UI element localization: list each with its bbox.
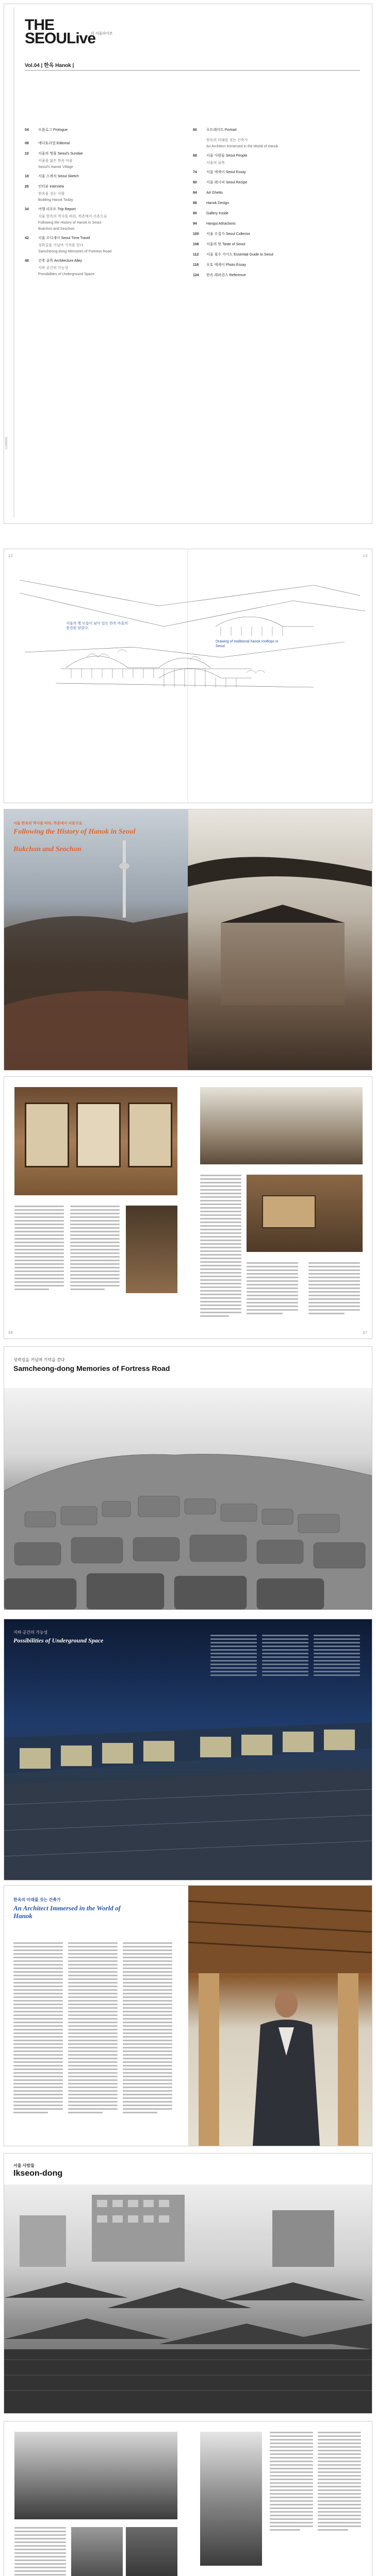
folio-left: 36 — [8, 1331, 13, 1335]
toc-entry[interactable] — [193, 144, 363, 149]
interior-spread — [4, 1077, 372, 1338]
portrait-spread — [4, 1886, 372, 2146]
toc-entry[interactable] — [193, 161, 363, 165]
photo-roof-eaves — [200, 1087, 363, 1164]
photo-stone-wall — [4, 1388, 372, 1609]
toc-entry[interactable] — [25, 151, 179, 156]
logo-sub: 더 서울라이브 — [91, 32, 113, 36]
toc-entry[interactable] — [193, 180, 363, 185]
toc-title: An Architect Immersed in the World of Hanok — [206, 145, 279, 148]
toc-title: 프롤로그 Prologue — [38, 128, 68, 132]
title: Ikseon-dong — [13, 2169, 63, 2178]
toc-title: Art Ghetto — [206, 191, 223, 195]
folio-right: 37 — [363, 1331, 368, 1335]
toc-entry[interactable] — [193, 232, 363, 236]
toc-entry[interactable] — [193, 252, 363, 257]
toc-entry[interactable] — [193, 211, 363, 216]
toc-entry[interactable] — [25, 272, 179, 277]
folio-right: 13 — [363, 554, 368, 558]
toc-entry[interactable] — [25, 207, 179, 212]
body-text-col-2 — [262, 1635, 308, 1678]
toc-entry[interactable] — [193, 273, 363, 278]
contents-page — [4, 4, 372, 523]
headline: Following the History of Hanok in Seoul — [13, 828, 136, 836]
toc-page-number: 42 — [25, 236, 29, 240]
toc-title: 포트레이트 Portrait — [206, 128, 237, 132]
issue-label: Vol.04 | 한옥 Hanok | — [25, 63, 74, 69]
body-text-left-1 — [14, 2527, 66, 2576]
toc-entry[interactable] — [193, 263, 363, 267]
toc-entry[interactable] — [193, 138, 363, 143]
photo-alley-door — [71, 2527, 123, 2576]
toc-page-number: 106 — [193, 243, 199, 246]
toc-title: 인터뷰 Interview — [38, 185, 64, 189]
toc-title: 서울 레시피 Seoul Recipe — [206, 181, 248, 184]
toc-title: 서울 사람들 Seoul People — [206, 154, 248, 158]
toc-title: Samcheong-dong Memories of Fortress Road — [38, 250, 112, 253]
toc-page-number: 48 — [25, 259, 29, 263]
toc-entry[interactable] — [25, 128, 179, 132]
section-label: 한옥의 미래를 짓는 건축가 — [13, 1897, 61, 1902]
toc-entry[interactable] — [25, 266, 179, 270]
section-label: 서울 사람들 — [13, 2163, 35, 2168]
alley-spread — [4, 2421, 372, 2576]
rooftop-grayscale — [4, 2184, 372, 2413]
toc-title: 한옥의 미래를 짓는 건축가 — [206, 139, 248, 142]
headline: Possibilities of Underground Space — [13, 1637, 104, 1644]
toc-page-number: 90 — [193, 212, 197, 215]
section-label: 지하 공간의 가능성 — [13, 1630, 48, 1635]
photo-interior-room — [14, 1087, 177, 1195]
toc-title: 서울 에세이 Seoul Essay — [206, 171, 246, 174]
toc-entry[interactable] — [193, 242, 363, 247]
body-text-col-1 — [210, 1635, 257, 1678]
logo-bottom: SEOULive — [25, 30, 96, 47]
toc-title: 서울 필수 가이드 Essential Guide to Seoul — [206, 253, 273, 257]
body-text-right-1 — [200, 1175, 241, 1319]
toc-title: 성곽길을 거닐며 기억을 걷다 — [38, 244, 83, 247]
toc-title: 서울의 골목 — [206, 161, 225, 165]
toc-entry[interactable] — [25, 221, 179, 225]
toc-entry[interactable] — [25, 243, 179, 248]
sketch-caption-left: 서울의 옛 모습이 남아 있는 한옥 마을의 풍경을 담았다. — [66, 622, 128, 630]
toc-entry[interactable] — [193, 201, 363, 206]
toc-entry[interactable] — [193, 170, 363, 175]
toc-title: Possibilities of Underground Space — [38, 273, 94, 276]
toc-title: 서울 한옥의 역사를 따라, 북촌에서 서촌으로 — [38, 215, 107, 218]
toc-page-number: 124 — [193, 274, 199, 277]
toc-title: 포토 에세이 Photo Essay — [206, 263, 246, 267]
history-spread — [4, 809, 372, 1070]
rooftop-line-drawing — [4, 549, 372, 803]
toc-entry[interactable] — [193, 222, 363, 226]
fortress-spread — [4, 1347, 372, 1609]
toc-page-number: 94 — [193, 222, 197, 226]
body-text-right-2 — [247, 1262, 298, 1316]
toc-title: 서울 수집가 Seoul Collector — [206, 232, 251, 236]
toc-title: 서울의 명물 Seoul's Sundae — [38, 152, 83, 156]
toc-title: 한옥 레퍼런스 Reference — [206, 274, 246, 277]
body-text-right-1 — [270, 2432, 313, 2533]
toc-page-number: 26 — [25, 185, 29, 189]
toc-entry[interactable] — [25, 165, 179, 170]
toc-entry[interactable] — [25, 214, 179, 219]
toc-entry[interactable] — [25, 249, 179, 254]
photo-narrow-alley — [200, 2432, 262, 2566]
toc-page-number: 100 — [193, 232, 199, 236]
toc-title: 서울 오디세이 Seoul Time Travel — [38, 236, 90, 240]
headline: An Architect Immersed in the World of Hanok — [13, 1904, 121, 1920]
toc-title: 서울 스케치 Seoul Sketch — [38, 175, 79, 178]
sketch-spread — [4, 549, 372, 803]
photo-hanok-detail — [126, 1206, 177, 1293]
toc-entry[interactable] — [25, 227, 179, 231]
photo-alley-rooftops — [14, 2432, 177, 2519]
underground-spread — [4, 1619, 372, 1880]
toc-entry[interactable] — [193, 128, 363, 132]
body-text-col-3 — [123, 1942, 172, 2115]
toc-entry[interactable] — [25, 174, 179, 179]
toc-entry[interactable] — [25, 192, 179, 196]
toc-page-number: 08 — [25, 142, 29, 145]
toc-page-number: 10 — [25, 152, 29, 156]
toc-title: 서울의 맛 Taste of Seoul — [206, 243, 246, 246]
toc-entry[interactable] — [25, 198, 179, 202]
folio-left: 12 — [8, 554, 13, 558]
toc-title: Building Hanok Today — [38, 198, 73, 202]
toc-entry[interactable] — [25, 236, 179, 241]
toc-title: 한옥을 짓는 사람 — [38, 192, 65, 196]
logo-top: THE — [25, 16, 54, 33]
headline: Samcheong-dong Memories of Fortress Road — [13, 1364, 170, 1372]
photo-alley-window — [126, 2527, 177, 2576]
toc-title: 에디토리얼 Editorial — [38, 142, 70, 145]
body-text-col-1 — [13, 1942, 63, 2115]
toc-page-number: 112 — [193, 253, 199, 257]
toc-title: 건축 골목 Architecture Alley — [38, 259, 83, 263]
architect-figure — [188, 1886, 372, 2146]
toc-entry[interactable] — [25, 141, 179, 146]
section-label: 성곽길을 거닐며 기억을 걷다 — [13, 1358, 65, 1362]
toc-page-number: 74 — [193, 171, 197, 174]
toc-entry[interactable] — [25, 184, 179, 189]
toc-page-number: 118 — [193, 263, 199, 267]
portrait-text-page — [4, 1886, 188, 2146]
photo-furniture — [247, 1175, 363, 1252]
toc-page-number: 80 — [193, 181, 197, 184]
side-tab: Contents — [5, 437, 8, 450]
toc-title: Hanok Design — [206, 201, 229, 205]
toc-page-number: 04 — [25, 128, 29, 132]
toc-page-number: 84 — [193, 191, 197, 195]
section-label: 서울 한옥의 역사를 따라, 북촌에서 서촌으로 — [13, 822, 83, 825]
toc-entry[interactable] — [193, 191, 363, 195]
body-text-right-3 — [308, 1262, 360, 1316]
photo-architect — [188, 1886, 372, 2146]
margin-line — [13, 7, 14, 517]
toc-title: 지하 공간의 가능성 — [38, 266, 68, 270]
body-text-col-2 — [68, 1942, 118, 2115]
toc-title: 서울을 닮은 한옥 마을 — [38, 159, 73, 163]
toc-page-number: 34 — [25, 208, 29, 211]
toc-title: Following the History of Hanok in Seoul — [38, 221, 102, 225]
toc-page-number: 18 — [25, 175, 29, 178]
sketch-caption-right: Drawing of traditional hanok rooftops in Seoul — [216, 640, 279, 648]
body-text-left-2 — [70, 1206, 120, 1292]
toc-page-number: 68 — [193, 154, 197, 158]
ikseon-spread — [4, 2154, 372, 2413]
body-text-left-1 — [14, 1206, 64, 1292]
toc-title: Hangul Attractions — [206, 222, 236, 226]
body-text-col-3 — [314, 1635, 360, 1678]
toc-title: Seoul's Hanok Village — [38, 165, 73, 169]
toc-title: 여행 리포트 Trip Report — [38, 208, 76, 211]
toc-title: Bukchon and Seochon — [38, 227, 75, 231]
toc-entry[interactable] — [193, 154, 363, 158]
toc-page-number: 86 — [193, 201, 197, 205]
photo-ikseon-rooftops — [4, 2184, 372, 2413]
stone-texture — [4, 1388, 372, 1609]
divider — [25, 70, 360, 71]
toc-entry[interactable] — [25, 259, 179, 263]
toc-page-number: 60 — [193, 128, 197, 132]
magazine-logo — [25, 16, 113, 47]
subhead: Bukchon and Seochon — [13, 845, 81, 853]
toc-title: Gallery Inside — [206, 212, 228, 215]
body-text-right-2 — [318, 2432, 361, 2533]
toc-entry[interactable] — [25, 159, 179, 163]
